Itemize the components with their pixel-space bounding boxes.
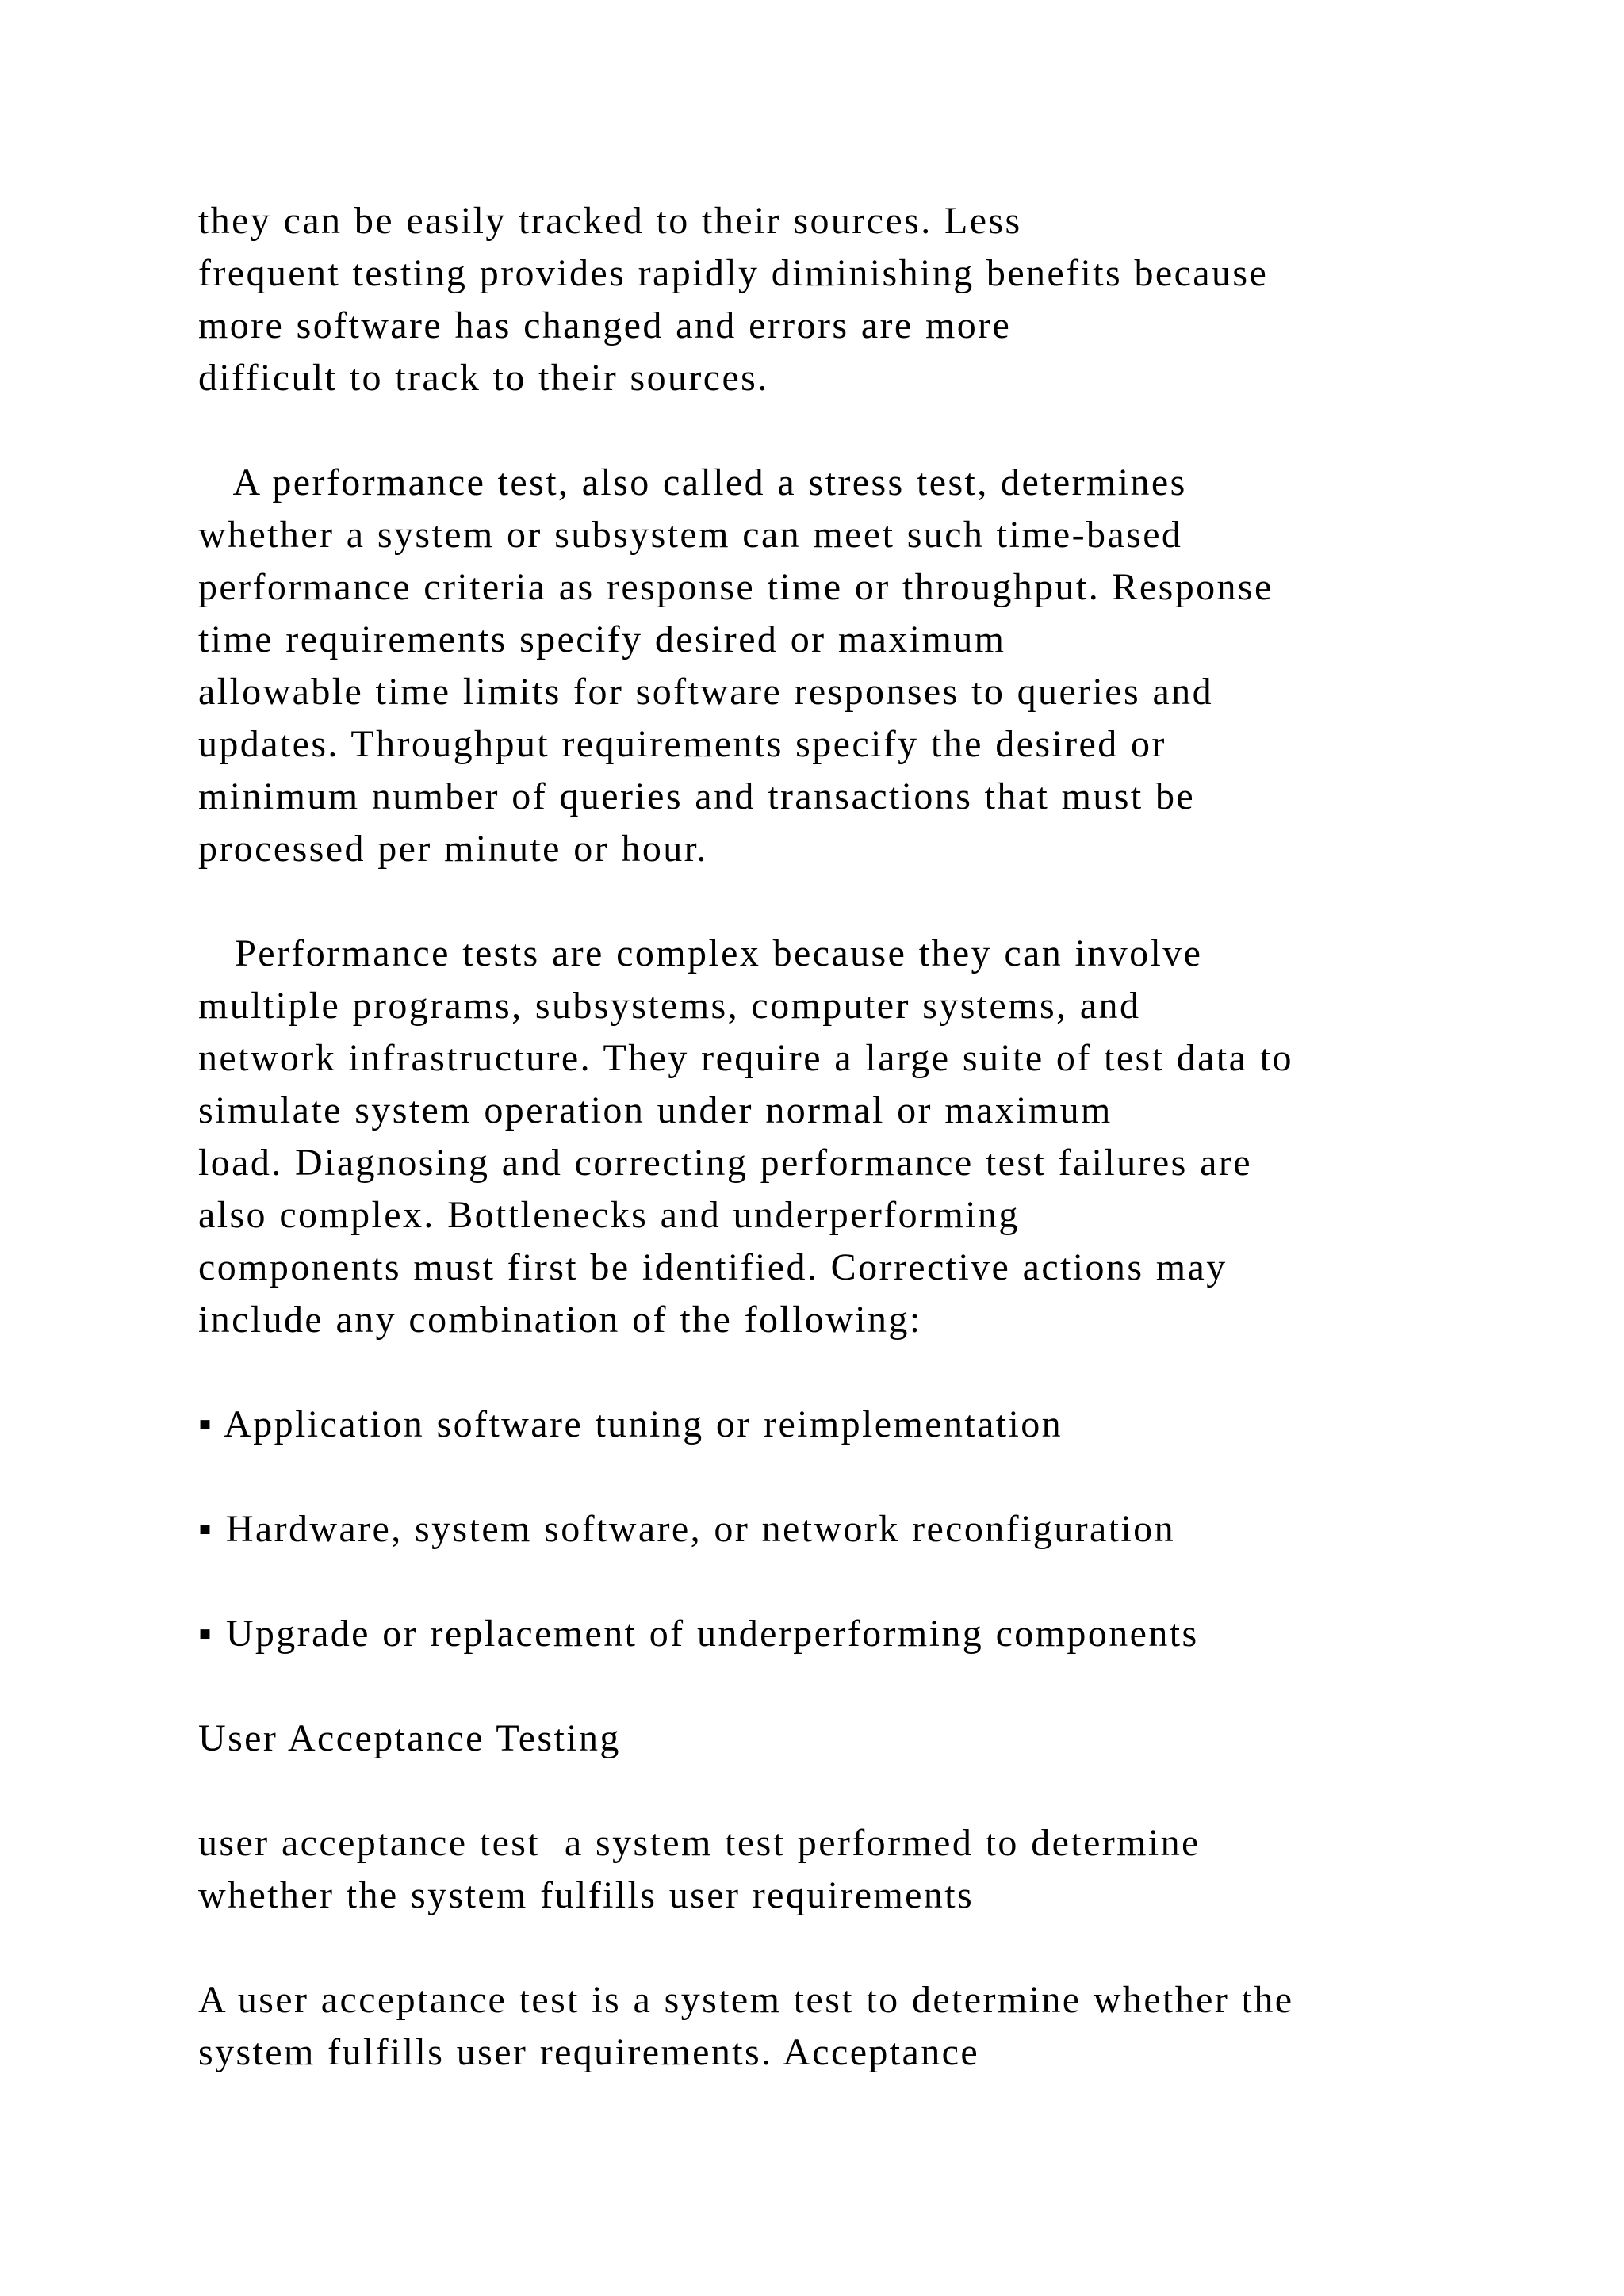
paragraph-spacer [198, 1922, 1546, 1974]
paragraph-spacer [198, 1346, 1546, 1399]
paragraph-spacer [198, 1660, 1546, 1712]
text-line: whether the system fulfills user requirements [198, 1874, 975, 1916]
paragraph-spacer [198, 1451, 1546, 1503]
paragraph-1 [198, 195, 1546, 404]
bullet-item: ▪ Application software tuning or reimplementation [198, 1403, 1063, 1445]
text-line: time requirements specify desired or maximum [198, 618, 1006, 660]
text-line: multiple programs, subsystems, computer systems, and [198, 985, 1141, 1027]
text-line: difficult to track to their sources. [198, 357, 769, 399]
text-line: performance criteria as response time or throughput. Response [198, 566, 1274, 608]
text-line: they can be easily tracked to their sources. Less [198, 200, 1022, 242]
paragraph-3 [198, 928, 1546, 1346]
paragraph-spacer [198, 404, 1546, 457]
text-line: Performance tests are complex because they can involve [198, 932, 1203, 974]
paragraph-spacer [198, 1765, 1546, 1817]
text-line: A user acceptance test is a system test to determine whether the [198, 1979, 1294, 2021]
text-line: allowable time limits for software responses to queries and [198, 671, 1213, 713]
definition-paragraph [198, 1817, 1546, 1922]
section-heading: User Acceptance Testing [198, 1717, 621, 1759]
paragraph-4 [198, 1974, 1546, 2079]
paragraph-spacer [198, 875, 1546, 928]
text-line: frequent testing provides rapidly diminishing benefits because [198, 252, 1269, 294]
bullet-item: ▪ Upgrade or replacement of underperforming components [198, 1613, 1199, 1655]
text-line: network infrastructure. They require a large suite of test data to [198, 1037, 1293, 1079]
text-line: processed per minute or hour. [198, 828, 708, 870]
text-line: A performance test, also called a stress test, determines [198, 461, 1187, 503]
text-line: more software has changed and errors are more [198, 304, 1012, 346]
text-line: components must first be identified. Corrective actions may [198, 1246, 1228, 1288]
text-line: load. Diagnosing and correcting performance test failures are [198, 1142, 1252, 1184]
text-line: user acceptance test a system test performed to determine [198, 1822, 1201, 1864]
paragraph-2 [198, 457, 1546, 875]
bullet-item: ▪ Hardware, system software, or network reconfiguration [198, 1508, 1175, 1550]
text-line: system fulfills user requirements. Acceptance [198, 2031, 980, 2073]
text-line: whether a system or subsystem can meet such time-based [198, 514, 1183, 556]
text-line: also complex. Bottlenecks and underperforming [198, 1194, 1020, 1236]
text-line: include any combination of the following: [198, 1299, 922, 1341]
text-line: updates. Throughput requirements specify the desired or [198, 723, 1166, 765]
paragraph-spacer [198, 1556, 1546, 1608]
text-line: simulate system operation under normal or maximum [198, 1089, 1113, 1131]
document-body [198, 195, 1546, 2079]
text-line: minimum number of queries and transactions that must be [198, 775, 1196, 817]
